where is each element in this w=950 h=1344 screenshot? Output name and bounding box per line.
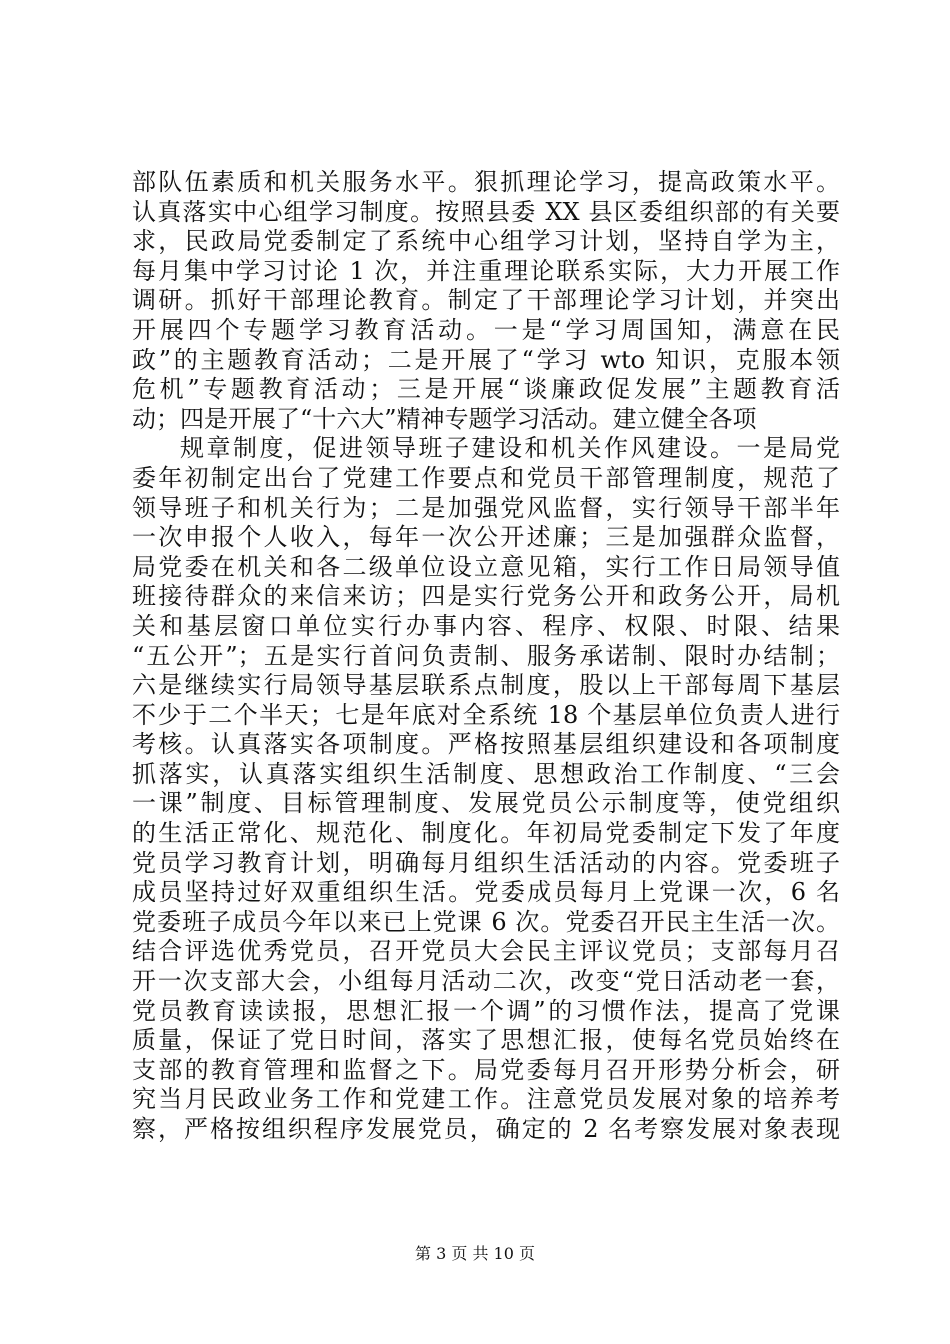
text-line: 政”的主题教育活动；二是开展了“学习 wto 知识，克服本领 <box>132 345 840 374</box>
text-line: 不少于二个半天；七是年底对全系统 18 个基层单位负责人进行 <box>132 700 840 729</box>
text-line: 开展四个专题学习教育活动。一是“学习周国知，满意在民 <box>132 315 840 344</box>
text-line: 认真落实中心组学习制度。按照县委 XX 县区委组织部的有关要 <box>132 197 840 226</box>
text-line: 察，严格按组织程序发展党员，确定的 2 名考察发展对象表现 <box>132 1115 840 1143</box>
text-line: 结合评选优秀党员，召开党员大会民主评议党员；支部每月召 <box>132 937 840 966</box>
text-line: 究当月民政业务工作和党建工作。注意党员发展对象的培养考 <box>132 1085 840 1114</box>
text-line: 开一次支部大会，小组每月活动二次，改变“党日活动老一套， <box>132 967 840 996</box>
text-line: “五公开”；五是实行首问负责制、服务承诺制、限时办结制； <box>132 641 840 670</box>
text-line: 一课”制度、目标管理制度、发展党员公示制度等，使党组织 <box>132 789 840 818</box>
text-line: 领导班子和机关行为；二是加强党风监督，实行领导干部半年 <box>132 493 840 522</box>
text-line: 六是继续实行局领导基层联系点制度，股以上干部每周下基层 <box>132 671 840 700</box>
text-line: 一次申报个人收入，每年一次公开述廉；三是加强群众监督， <box>132 523 840 552</box>
text-line: 党员教育读读报，思想汇报一个调”的习惯作法，提高了党课 <box>132 996 840 1025</box>
page-footer <box>0 1244 950 1264</box>
text-line: 质量，保证了党日时间，落实了思想汇报，使每名党员始终在 <box>132 1026 840 1055</box>
text-line: 支部的教育管理和监督之下。局党委每月召开形势分析会，研 <box>132 1055 840 1084</box>
text-line: 动；四是开展了“十六大”精神专题学习活动。建立健全各项 <box>132 404 757 433</box>
page-number: 第 3 页 共 10 页 <box>415 1244 535 1263</box>
text-line: 成员坚持过好双重组织生活。党委成员每月上党课一次，6 名 <box>132 878 840 907</box>
text-line: 调研。抓好干部理论教育。制定了干部理论学习计划，并突出 <box>132 286 840 315</box>
text-line: 党委班子成员今年以来已上党课 6 次。党委召开民主生活一次。 <box>132 907 840 936</box>
text-line: 求，民政局党委制定了系统中心组学习计划，坚持自学为主， <box>132 227 840 256</box>
text-line: 班接待群众的来信来访；四是实行党务公开和政务公开，局机 <box>132 582 840 611</box>
text-line: 危机”专题教育活动；三是开展“谈廉政促发展”主题教育活 <box>132 375 840 404</box>
text-line: 党员学习教育计划，明确每月组织生活活动的内容。党委班子 <box>132 848 840 877</box>
body-text <box>132 168 840 1145</box>
text-line: 每月集中学习讨论 1 次，并注重理论联系实际，大力开展工作 <box>132 256 840 285</box>
text-line: 关和基层窗口单位实行办事内容、程序、权限、时限、结果 <box>132 611 840 640</box>
paragraph-start-line: 规章制度，促进领导班子建设和机关作风建设。一是局党 <box>180 434 840 463</box>
text-line: 的生活正常化、规范化、制度化。年初局党委制定下发了年度 <box>132 819 840 848</box>
text-line: 局党委在机关和各二级单位设立意见箱，实行工作日局领导值 <box>132 552 840 581</box>
text-line: 考核。认真落实各项制度。严格按照基层组织建设和各项制度 <box>132 730 840 759</box>
text-line: 部队伍素质和机关服务水平。狠抓理论学习，提高政策水平。 <box>132 168 840 196</box>
text-line: 委年初制定出台了党建工作要点和党员干部管理制度，规范了 <box>132 463 840 492</box>
text-line: 抓落实，认真落实组织生活制度、思想政治工作制度、“三会 <box>132 759 840 788</box>
